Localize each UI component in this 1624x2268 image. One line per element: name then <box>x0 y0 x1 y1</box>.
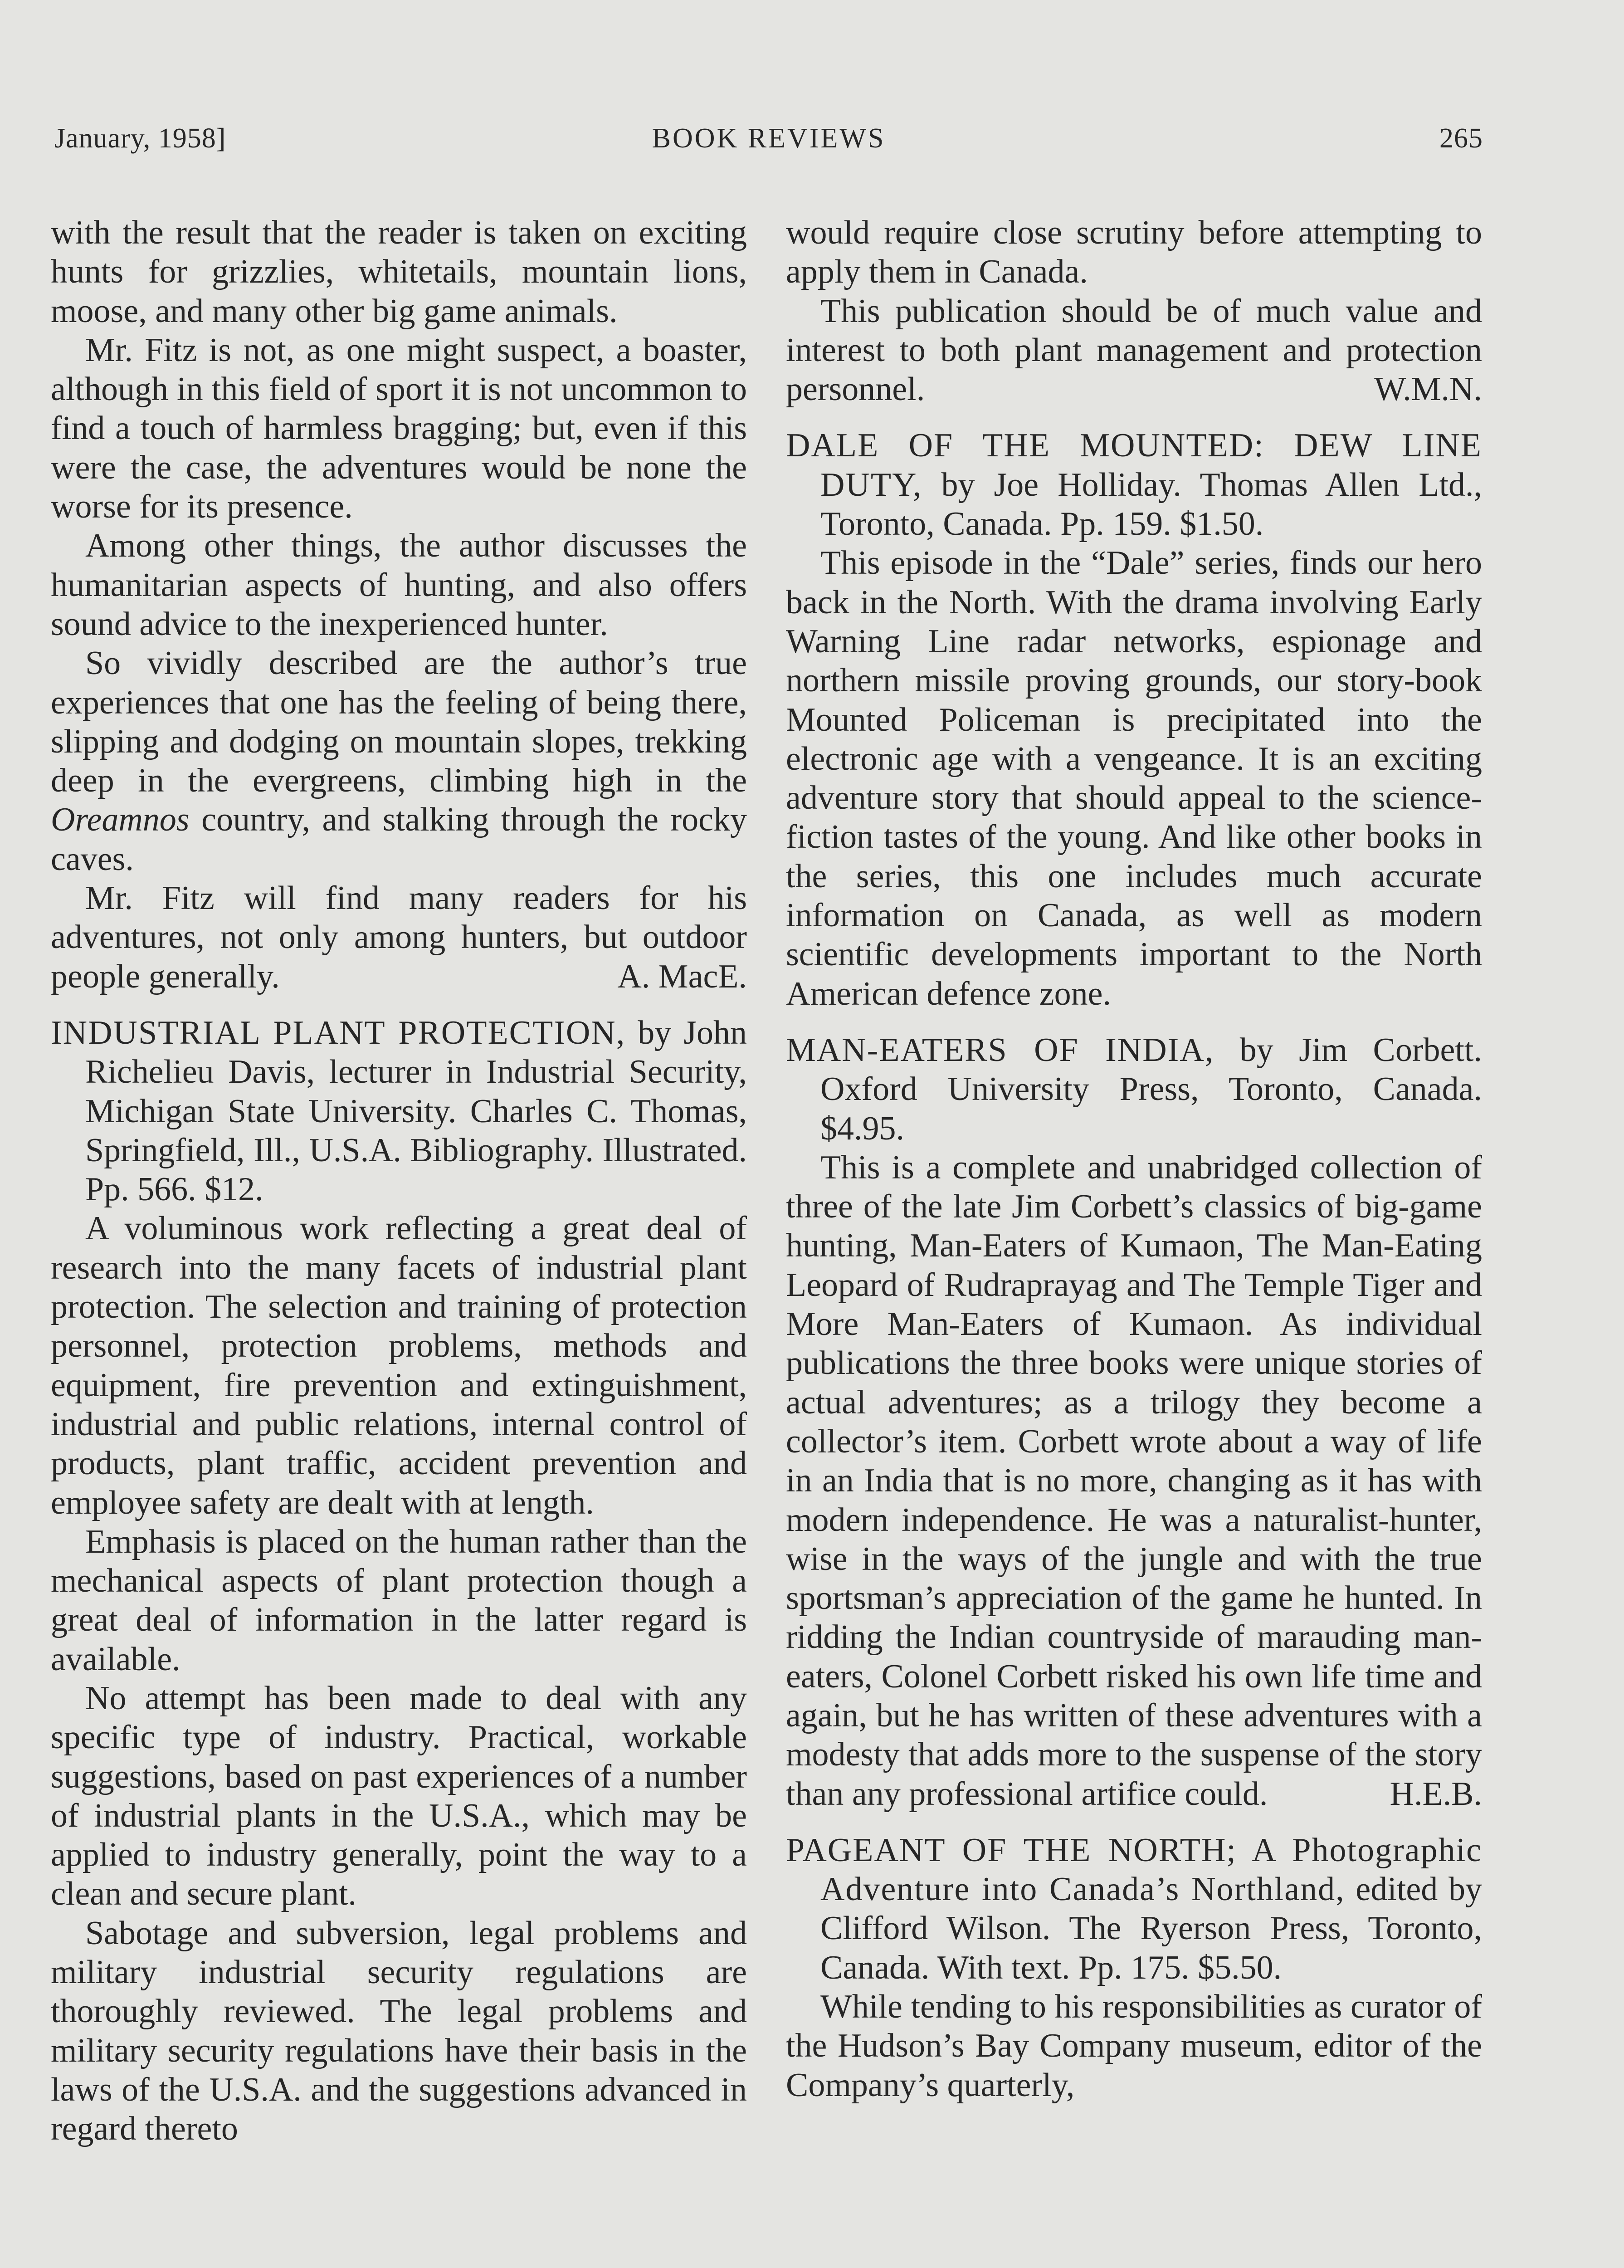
book-title: MAN-EATERS OF INDIA, <box>786 1031 1214 1069</box>
book-details: edited by Clifford Wilson. The Ryerson Press, Toronto, Canada. With text. Pp. 175. $5.50. <box>820 1871 1483 1986</box>
fitz-review-paragraph: So vividly described are the author’s true experiences that one has the feeling of being there, slipping and dodging on mountain slopes, trekking deep in the evergreens, climbing high in the Oreamnos country, and stalking through the rocky caves. <box>51 645 747 878</box>
book-entry-heading <box>786 1031 1482 1148</box>
reviewer-signature: H.E.B. <box>1390 1775 1482 1813</box>
industrial-review-paragraph: Emphasis is placed on the human rather than the mechanical aspects of plant protection though a great deal of information in the latter regard is available. <box>51 1523 747 1678</box>
fitz-review-paragraph: Mr. Fitz will find many readers for his adventures, not only among hunters, but outdoor people generally. A. MacE. <box>51 879 747 996</box>
header-section-title: BOOK REVIEWS <box>652 123 886 154</box>
book-details: by Jim Corbett. Oxford University Press, Toronto, Canada. $4.95. <box>820 1031 1482 1147</box>
pageant-review-paragraph: While tending to his responsibilities as curator of the Hudson’s Bay Company museum, editor of the Company’s quarterly, <box>786 1988 1482 2104</box>
book-entry-heading <box>786 1831 1482 1987</box>
fitz-review-paragraph: with the result that the reader is taken on exciting hunts for grizzlies, whitetails, mountain lions, moose, and many other big game animals. <box>51 214 747 330</box>
book-details: by John Richelieu Davis, lecturer in Industrial Security, Michigan State University. Charles C. Thomas, Springfield, Ill., U.S.A. Bibliography. Illustrated. Pp. 566. $12. <box>85 1014 747 1208</box>
reviewer-signature: W.M.N. <box>1374 371 1482 408</box>
book-entry-heading <box>786 426 1482 543</box>
maneaters-review-paragraph: This is a complete and unabridged collection of three of the late Jim Corbett’s classics of big-game hunting, Man-Eaters of Kumaon, The Man-Eating Leopard of Rudraprayag and The Temple Tiger and More Man-Eaters of Kumaon. As individual publications the three books were unique stories of actual adventures; as a trilogy they become a collector’s item. Corbett wrote about a way of life in an India that is no more, changing as it has with modern independence. He was a naturalist-hunter, wise in the ways of the jungle and with the true sportsman’s appreciation of the game he hunted. In ridding the Indian countryside of marauding man-eaters, Colonel Corbett risked his own life time and again, but he has written of these adventures with a modesty that adds more to the suspense of the story than any professional artifice could. H.E.B. <box>786 1148 1482 1813</box>
running-header <box>54 122 1483 163</box>
industrial-review-paragraph: No attempt has been made to deal with any specific type of industry. Practical, workable suggestions, based on past experiences of a number of industrial plants in the U.S.A., which may be applied to industry generally, point the way to a clean and secure plant. <box>51 1679 747 1913</box>
industrial-review-paragraph: A voluminous work reflecting a great deal of research into the many facets of industrial plant protection. The selection and training of protection personnel, protection problems, methods and equipment, fire prevention and extinguishment, industrial and public relations, internal control of products, plant traffic, accident prevention and employee safety are dealt with at length. <box>51 1210 747 1521</box>
book-details: by Joe Holliday. Thomas Allen Ltd., Toronto, Canada. Pp. 159. $1.50. <box>820 466 1482 543</box>
left-column <box>51 213 747 2149</box>
header-date: January, 1958] <box>54 123 226 154</box>
industrial-review-paragraph: Sabotage and subversion, legal problems and military industrial security regulations are thoroughly reviewed. The legal problems and military security regulations have their basis in the laws of the U.S.A. and the suggestions advanced in regard thereto <box>51 1914 747 2148</box>
industrial-review-paragraph: This publication should be of much value and interest to both plant management and protection personnel. W.M.N. <box>786 292 1482 409</box>
book-title: PAGEANT OF THE NORTH; A Photographic Adventure into Canada’s Northland, <box>786 1831 1482 1908</box>
book-title: INDUSTRIAL PLANT PROTECTION, <box>51 1014 626 1051</box>
reviewer-signature: A. MacE. <box>617 958 747 995</box>
dale-review-paragraph: This episode in the “Dale” series, finds our hero back in the North. With the drama involving Early Warning Line radar networks, espionage and northern missile proving grounds, our story-book Mounted Policeman is precipitated into the electronic age with a vengeance. It is an exciting adventure story that should appeal to the science-fiction tastes of the young. And like other books in the series, this one includes much accurate information on Canada, as well as modern scientific developments important to the North American defence zone. <box>786 544 1482 1012</box>
species-name-italic: Oreamnos <box>51 801 190 839</box>
right-column <box>786 213 1482 2105</box>
industrial-review-paragraph: would require close scrutiny before attempting to apply them in Canada. <box>786 214 1482 291</box>
fitz-review-paragraph: Among other things, the author discusses the humanitarian aspects of hunting, and also offers sound advice to the inexperienced hunter. <box>51 527 747 643</box>
book-title: DALE OF THE MOUNTED: DEW LINE DUTY, <box>786 427 1482 503</box>
fitz-review-paragraph: Mr. Fitz is not, as one might suspect, a boaster, although in this field of sport it is not uncommon to find a touch of harmless bragging; but, even if this were the case, the adventures would be none the worse for its presence. <box>51 331 747 526</box>
header-page-number: 265 <box>1439 123 1483 154</box>
book-entry-heading <box>51 1013 747 1209</box>
